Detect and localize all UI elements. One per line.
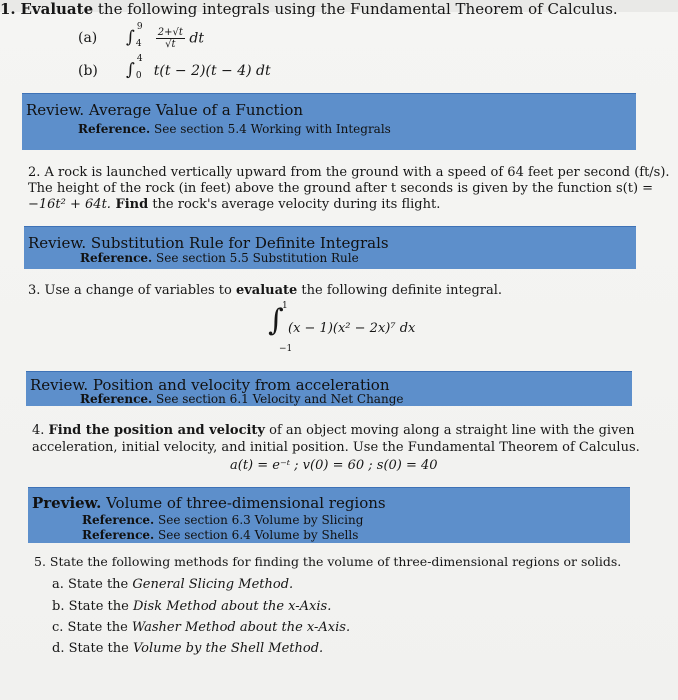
q5-item-d-method: Volume by the Shell Method. bbox=[132, 641, 324, 656]
preview-reference-1 bbox=[82, 513, 363, 527]
q5-item-b-prefix: b. State the bbox=[52, 599, 133, 614]
q3-prompt bbox=[28, 284, 502, 297]
preview-reference-2 bbox=[82, 528, 358, 542]
preview-ref1-text: See section 6.3 Volume by Slicing bbox=[154, 513, 364, 527]
preview-title bbox=[32, 494, 386, 512]
preview-ref2-text: See section 6.4 Volume by Shells bbox=[154, 528, 359, 542]
q4-text: of an object moving along a straight line with the given bbox=[264, 423, 635, 438]
review2-title: Review. Substitution Rule for Definite Integrals bbox=[28, 234, 389, 252]
q1-number: 1. bbox=[0, 0, 16, 18]
review1-ref-label: Reference. bbox=[78, 122, 151, 136]
q2-find: Find bbox=[110, 197, 149, 212]
q1a-dt: dt bbox=[189, 30, 204, 47]
q1-part-a-label: (a) bbox=[78, 30, 98, 46]
q3-bold-verb: evaluate bbox=[235, 283, 298, 298]
q4-number: 4. bbox=[32, 423, 49, 438]
q4-bold-task: Find the position and velocity bbox=[48, 423, 265, 438]
q3-lower-limit: −1 bbox=[279, 344, 293, 354]
q5-item-d bbox=[52, 642, 323, 655]
q3-upper-limit: 1 bbox=[282, 301, 288, 311]
q2-line-3-text: the rock's average velocity during its flight. bbox=[148, 197, 441, 212]
q5-item-c-prefix: c. State the bbox=[52, 620, 132, 635]
preview-banner-volume bbox=[28, 487, 630, 543]
q4-equation bbox=[230, 459, 438, 472]
review1-title: Review. Average Value of a Function bbox=[26, 101, 304, 119]
q2-line-1: 2. A rock is launched vertically upward from the ground with a speed of 64 feet per second (ft/s). bbox=[28, 165, 670, 180]
q1b-upper-limit: 4 bbox=[136, 54, 143, 64]
q5-item-c-method: Washer Method about the x-Axis. bbox=[131, 620, 351, 635]
q5-item-a-prefix: a. State the bbox=[52, 577, 133, 592]
preview-ref2-label: Reference. bbox=[82, 528, 155, 542]
review3-reference bbox=[80, 392, 403, 406]
q1b-lower-limit: 0 bbox=[135, 71, 142, 81]
q1a-numerator: 2+√t bbox=[157, 27, 183, 38]
q5-item-b bbox=[52, 600, 331, 613]
q4-line-2: acceleration, initial velocity, and initial position. Use the Fundamental Theorem of Calculus. bbox=[32, 440, 640, 455]
q2-line-3 bbox=[28, 198, 440, 211]
review-banner-substitution bbox=[24, 226, 636, 269]
q4-equation-text: a(t) = e⁻ᵗ ; v(0) = 60 ; s(0) = 40 bbox=[230, 458, 438, 473]
q1-text: the following integrals using the Fundamental Theorem of Calculus. bbox=[93, 0, 618, 18]
question-1-heading bbox=[0, 2, 618, 17]
review3-ref-label: Reference. bbox=[80, 392, 153, 406]
q4-line-1 bbox=[32, 424, 635, 437]
review-banner-position-velocity bbox=[26, 371, 632, 406]
q2-function: −16t² + 64t. bbox=[28, 197, 111, 212]
preview-title-bold: Preview. bbox=[32, 494, 102, 512]
preview-title-text: Volume of three-dimensional regions bbox=[101, 494, 386, 512]
q1-part-b-label: (b) bbox=[78, 63, 98, 79]
review2-ref-text: See section 5.5 Substitution Rule bbox=[152, 251, 359, 265]
q5-item-a-method: General Slicing Method. bbox=[132, 577, 294, 592]
q3-integrand bbox=[288, 322, 415, 335]
q1-part-b-integral: ∫ 4 0 t(t − 2)(t − 4) dt bbox=[126, 54, 271, 81]
review2-ref-label: Reference. bbox=[80, 251, 153, 265]
q3-text-post: the following definite integral. bbox=[297, 283, 503, 298]
q2-line-2: The height of the rock (in feet) above the ground after t seconds is given by the function s(t) = bbox=[28, 181, 654, 196]
q5-item-d-prefix: d. State the bbox=[52, 641, 133, 656]
q5-item-a bbox=[52, 578, 293, 591]
review1-reference bbox=[78, 122, 391, 136]
preview-ref1-label: Reference. bbox=[82, 513, 155, 527]
review1-ref-text: See section 5.4 Working with Integrals bbox=[150, 122, 391, 136]
review2-reference bbox=[80, 251, 359, 265]
q1a-lower-limit: 4 bbox=[135, 38, 142, 49]
q1a-denominator: √t bbox=[165, 39, 176, 50]
review3-title: Review. Position and velocity from acceleration bbox=[30, 376, 390, 394]
q5-item-c bbox=[52, 621, 350, 634]
q3-integral-sign: ∫ bbox=[268, 303, 284, 338]
q1b-expression: t(t − 2)(t − 4) dt bbox=[153, 63, 271, 79]
q1-part-a-integral: ∫ 9 4 $\frac{2+√t}{√t}$ dt bbox=[126, 21, 204, 50]
q5-intro: 5. State the following methods for finding the volume of three-dimensional regions or solids. bbox=[34, 554, 622, 569]
q3-text-pre: 3. Use a change of variables to bbox=[28, 283, 236, 298]
q1a-fraction bbox=[156, 27, 185, 50]
q3-integrand-text: (x − 1)(x² − 2x)⁷ dx bbox=[288, 321, 416, 336]
q1-bold-verb: Evaluate bbox=[20, 0, 94, 18]
q1a-upper-limit: 9 bbox=[136, 21, 143, 32]
review3-ref-text: See section 6.1 Velocity and Net Change bbox=[152, 392, 404, 406]
review-banner-average-value bbox=[22, 93, 636, 150]
q5-item-b-method: Disk Method about the x-Axis. bbox=[132, 599, 332, 614]
